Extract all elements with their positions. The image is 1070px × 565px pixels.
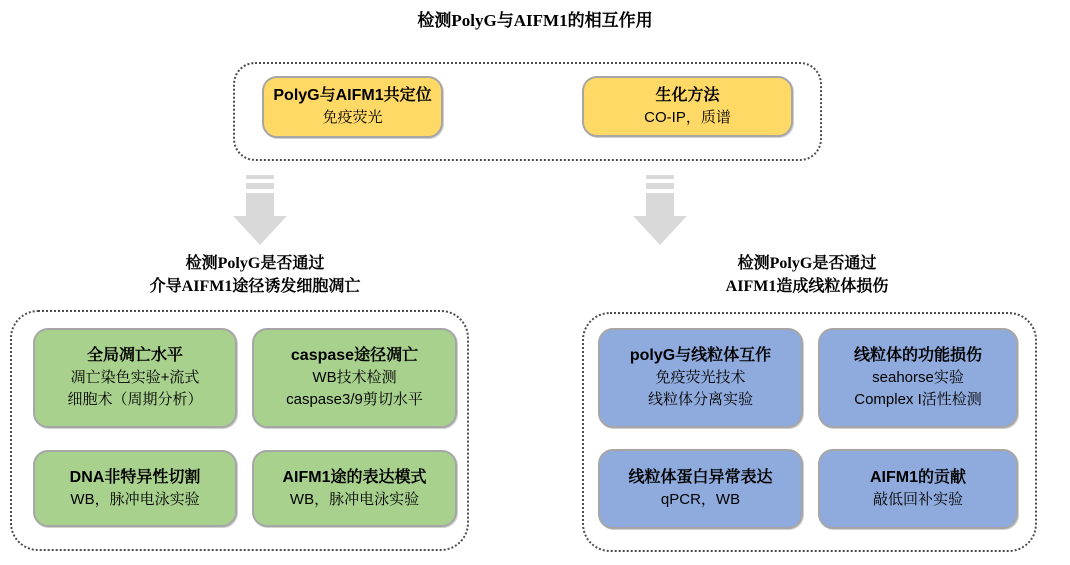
right-box-polyg-mito-interaction bbox=[598, 328, 803, 428]
box-line: qPCR，WB bbox=[660, 491, 741, 508]
top-box-biochemical bbox=[582, 76, 793, 137]
box-line: Complex I活性检测 bbox=[854, 391, 982, 408]
left-box-global-apoptosis bbox=[33, 328, 237, 428]
box-line: CO-IP，质谱 bbox=[644, 108, 731, 126]
box-line: WB技术检测 bbox=[312, 369, 397, 386]
right-box-aifm1-contribution bbox=[818, 449, 1018, 529]
box-heading: PolyG与AIFM1共定位 bbox=[273, 87, 432, 104]
box-line: WB，脉冲电泳实验 bbox=[289, 490, 420, 508]
left-box-aifm1-expression bbox=[252, 450, 457, 527]
right-box-mito-function-damage bbox=[818, 328, 1018, 428]
box-heading: 线粒体的功能损伤 bbox=[853, 347, 982, 364]
box-line: 免疫荧光技术 bbox=[655, 369, 746, 386]
box-line: 凋亡染色实验+流式 bbox=[70, 369, 200, 386]
box-line: 线粒体分离实验 bbox=[647, 391, 753, 408]
box-heading: 全局凋亡水平 bbox=[86, 347, 183, 364]
box-heading: DNA非特异性切割 bbox=[69, 468, 201, 486]
left-branch-title bbox=[40, 252, 470, 298]
down-arrow-icon bbox=[633, 175, 687, 245]
box-line: WB，脉冲电泳实验 bbox=[70, 490, 200, 508]
box-line: 敲低回补实验 bbox=[872, 491, 963, 508]
left-branch-title-line2: 介导AIFM1途径诱发细胞凋亡 bbox=[149, 278, 361, 295]
box-line: 免疫荧光 bbox=[322, 109, 383, 126]
right-branch-title-line2: AIFM1造成线粒体损伤 bbox=[725, 278, 889, 295]
box-heading: 线粒体蛋白异常表达 bbox=[628, 469, 773, 486]
left-branch-title-line1: 检测PolyG是否通过 bbox=[185, 255, 325, 272]
box-heading: caspase途径凋亡 bbox=[290, 347, 419, 364]
box-heading: 生化方法 bbox=[655, 86, 720, 104]
box-heading: polyG与线粒体互作 bbox=[629, 347, 772, 364]
box-heading: AIFM1途的表达模式 bbox=[282, 468, 427, 486]
box-line: 细胞术（周期分析） bbox=[67, 391, 203, 408]
top-box-colocalization bbox=[262, 76, 443, 138]
page-title: 检测PolyG与AIFM1的相互作用 bbox=[417, 11, 653, 30]
box-line: seahorse实验 bbox=[872, 369, 964, 386]
down-arrow-icon bbox=[233, 175, 287, 245]
right-branch-title-line1: 检测PolyG是否通过 bbox=[737, 255, 877, 272]
box-heading: AIFM1的贡献 bbox=[869, 469, 966, 486]
box-line: caspase3/9剪切水平 bbox=[286, 391, 423, 408]
left-box-caspase-pathway bbox=[252, 328, 457, 428]
right-box-mito-protein-expression bbox=[598, 449, 803, 529]
right-branch-title bbox=[592, 252, 1022, 298]
left-box-dna-cleavage bbox=[33, 450, 237, 527]
